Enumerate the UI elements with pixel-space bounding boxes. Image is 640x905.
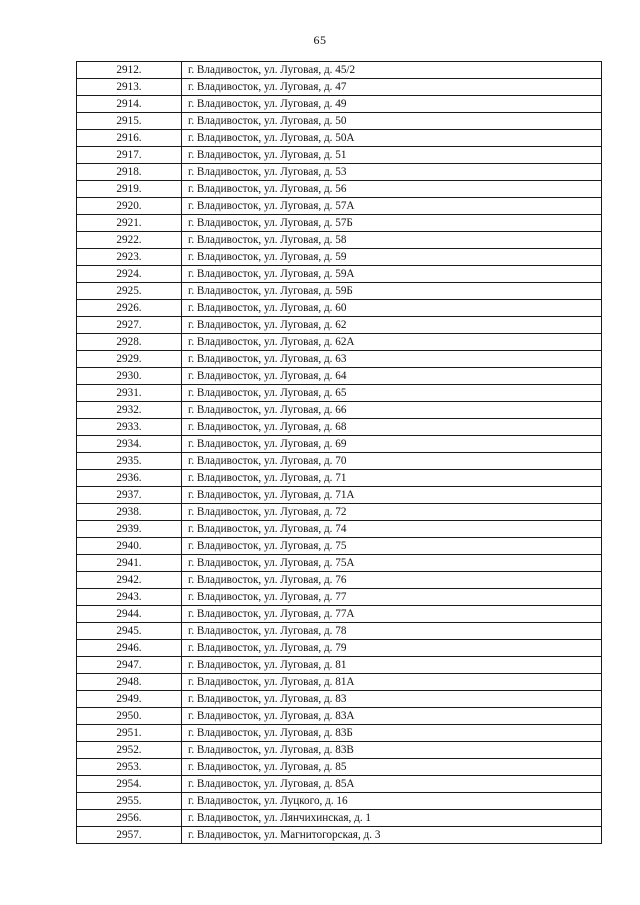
row-address: г. Владивосток, ул. Луговая, д. 79 xyxy=(182,640,602,657)
row-address: г. Владивосток, ул. Луговая, д. 64 xyxy=(182,368,602,385)
address-table-body xyxy=(77,62,602,844)
row-number: 2935. xyxy=(77,453,182,470)
row-address: г. Владивосток, ул. Луговая, д. 69 xyxy=(182,436,602,453)
row-address: г. Владивосток, ул. Луговая, д. 66 xyxy=(182,402,602,419)
row-number: 2933. xyxy=(77,419,182,436)
row-number: 2934. xyxy=(77,436,182,453)
table-row xyxy=(77,708,602,725)
table-row xyxy=(77,589,602,606)
row-address: г. Владивосток, ул. Луговая, д. 59А xyxy=(182,266,602,283)
row-address: г. Владивосток, ул. Луговая, д. 71А xyxy=(182,487,602,504)
row-number: 2957. xyxy=(77,827,182,844)
table-row xyxy=(77,368,602,385)
table-row xyxy=(77,810,602,827)
row-address: г. Владивосток, ул. Луговая, д. 53 xyxy=(182,164,602,181)
page-number: 65 xyxy=(313,33,327,47)
table-row xyxy=(77,759,602,776)
table-row xyxy=(77,79,602,96)
row-address: г. Владивосток, ул. Луговая, д. 57А xyxy=(182,198,602,215)
row-address: г. Владивосток, ул. Луговая, д. 75А xyxy=(182,555,602,572)
row-address: г. Владивосток, ул. Луговая, д. 77 xyxy=(182,589,602,606)
table-row xyxy=(77,623,602,640)
table-row xyxy=(77,317,602,334)
table-row xyxy=(77,232,602,249)
row-number: 2943. xyxy=(77,589,182,606)
row-address: г. Владивосток, ул. Луговая, д. 81 xyxy=(182,657,602,674)
table-row xyxy=(77,283,602,300)
row-address: г. Владивосток, ул. Луговая, д. 63 xyxy=(182,351,602,368)
row-address: г. Владивосток, ул. Луговая, д. 70 xyxy=(182,453,602,470)
table-row xyxy=(77,504,602,521)
table-row xyxy=(77,606,602,623)
row-address: г. Владивосток, ул. Луговая, д. 68 xyxy=(182,419,602,436)
row-number: 2929. xyxy=(77,351,182,368)
row-number: 2952. xyxy=(77,742,182,759)
table-row xyxy=(77,130,602,147)
row-number: 2912. xyxy=(77,62,182,79)
row-number: 2919. xyxy=(77,181,182,198)
row-address: г. Владивосток, ул. Луговая, д. 56 xyxy=(182,181,602,198)
table-row xyxy=(77,164,602,181)
row-number: 2916. xyxy=(77,130,182,147)
row-address: г. Владивосток, ул. Луговая, д. 85 xyxy=(182,759,602,776)
table-row xyxy=(77,742,602,759)
table-row xyxy=(77,793,602,810)
row-address: г. Владивосток, ул. Луговая, д. 59Б xyxy=(182,283,602,300)
row-number: 2915. xyxy=(77,113,182,130)
table-row xyxy=(77,181,602,198)
row-address: г. Владивосток, ул. Луговая, д. 47 xyxy=(182,79,602,96)
row-address: г. Владивосток, ул. Лянчихинская, д. 1 xyxy=(182,810,602,827)
row-number: 2925. xyxy=(77,283,182,300)
row-number: 2926. xyxy=(77,300,182,317)
table-row xyxy=(77,96,602,113)
row-address: г. Владивосток, ул. Луговая, д. 72 xyxy=(182,504,602,521)
row-number: 2942. xyxy=(77,572,182,589)
row-number: 2924. xyxy=(77,266,182,283)
row-address: г. Владивосток, ул. Луговая, д. 74 xyxy=(182,521,602,538)
table-row xyxy=(77,470,602,487)
row-address: г. Владивосток, ул. Луговая, д. 75 xyxy=(182,538,602,555)
row-number: 2940. xyxy=(77,538,182,555)
row-address: г. Владивосток, ул. Луговая, д. 51 xyxy=(182,147,602,164)
row-number: 2931. xyxy=(77,385,182,402)
row-number: 2928. xyxy=(77,334,182,351)
row-number: 2944. xyxy=(77,606,182,623)
row-number: 2946. xyxy=(77,640,182,657)
row-address: г. Владивосток, ул. Луговая, д. 65 xyxy=(182,385,602,402)
address-table xyxy=(76,61,602,844)
row-address: г. Владивосток, ул. Луговая, д. 50 xyxy=(182,113,602,130)
table-row xyxy=(77,487,602,504)
row-address: г. Владивосток, ул. Луговая, д. 76 xyxy=(182,572,602,589)
row-address: г. Владивосток, ул. Магнитогорская, д. 3 xyxy=(182,827,602,844)
row-address: г. Владивосток, ул. Луговая, д. 59 xyxy=(182,249,602,266)
row-number: 2956. xyxy=(77,810,182,827)
row-number: 2921. xyxy=(77,215,182,232)
row-number: 2932. xyxy=(77,402,182,419)
row-address: г. Владивосток, ул. Луговая, д. 71 xyxy=(182,470,602,487)
row-number: 2922. xyxy=(77,232,182,249)
row-number: 2953. xyxy=(77,759,182,776)
row-number: 2914. xyxy=(77,96,182,113)
table-row xyxy=(77,640,602,657)
row-number: 2949. xyxy=(77,691,182,708)
row-address: г. Владивосток, ул. Луговая, д. 57Б xyxy=(182,215,602,232)
row-number: 2941. xyxy=(77,555,182,572)
table-row xyxy=(77,657,602,674)
row-number: 2950. xyxy=(77,708,182,725)
table-row xyxy=(77,674,602,691)
table-row xyxy=(77,249,602,266)
row-address: г. Владивосток, ул. Луцкого, д. 16 xyxy=(182,793,602,810)
table-row xyxy=(77,453,602,470)
table-row xyxy=(77,113,602,130)
table-row xyxy=(77,555,602,572)
row-address: г. Владивосток, ул. Луговая, д. 62А xyxy=(182,334,602,351)
row-address: г. Владивосток, ул. Луговая, д. 83 xyxy=(182,691,602,708)
row-address: г. Владивосток, ул. Луговая, д. 83А xyxy=(182,708,602,725)
row-address: г. Владивосток, ул. Луговая, д. 78 xyxy=(182,623,602,640)
table-row xyxy=(77,691,602,708)
table-row xyxy=(77,62,602,79)
table-row xyxy=(77,351,602,368)
row-address: г. Владивосток, ул. Луговая, д. 83В xyxy=(182,742,602,759)
row-number: 2954. xyxy=(77,776,182,793)
row-number: 2917. xyxy=(77,147,182,164)
row-address: г. Владивосток, ул. Луговая, д. 50А xyxy=(182,130,602,147)
row-number: 2936. xyxy=(77,470,182,487)
row-number: 2920. xyxy=(77,198,182,215)
row-number: 2913. xyxy=(77,79,182,96)
row-number: 2927. xyxy=(77,317,182,334)
table-row xyxy=(77,538,602,555)
row-number: 2918. xyxy=(77,164,182,181)
row-number: 2930. xyxy=(77,368,182,385)
table-row xyxy=(77,147,602,164)
table-row xyxy=(77,776,602,793)
table-row xyxy=(77,385,602,402)
row-address: г. Владивосток, ул. Луговая, д. 45/2 xyxy=(182,62,602,79)
row-number: 2955. xyxy=(77,793,182,810)
row-number: 2947. xyxy=(77,657,182,674)
table-row xyxy=(77,436,602,453)
table-row xyxy=(77,266,602,283)
row-address: г. Владивосток, ул. Луговая, д. 85А xyxy=(182,776,602,793)
table-row xyxy=(77,334,602,351)
table-row xyxy=(77,827,602,844)
row-number: 2945. xyxy=(77,623,182,640)
row-number: 2938. xyxy=(77,504,182,521)
table-row xyxy=(77,300,602,317)
table-row xyxy=(77,521,602,538)
row-address: г. Владивосток, ул. Луговая, д. 60 xyxy=(182,300,602,317)
table-row xyxy=(77,198,602,215)
table-row xyxy=(77,419,602,436)
row-address: г. Владивосток, ул. Луговая, д. 81А xyxy=(182,674,602,691)
table-row xyxy=(77,215,602,232)
table-row xyxy=(77,725,602,742)
table-row xyxy=(77,572,602,589)
row-number: 2937. xyxy=(77,487,182,504)
row-number: 2951. xyxy=(77,725,182,742)
row-number: 2923. xyxy=(77,249,182,266)
row-number: 2939. xyxy=(77,521,182,538)
row-address: г. Владивосток, ул. Луговая, д. 83Б xyxy=(182,725,602,742)
row-address: г. Владивосток, ул. Луговая, д. 62 xyxy=(182,317,602,334)
row-address: г. Владивосток, ул. Луговая, д. 49 xyxy=(182,96,602,113)
row-address: г. Владивосток, ул. Луговая, д. 77А xyxy=(182,606,602,623)
table-row xyxy=(77,402,602,419)
row-number: 2948. xyxy=(77,674,182,691)
row-address: г. Владивосток, ул. Луговая, д. 58 xyxy=(182,232,602,249)
